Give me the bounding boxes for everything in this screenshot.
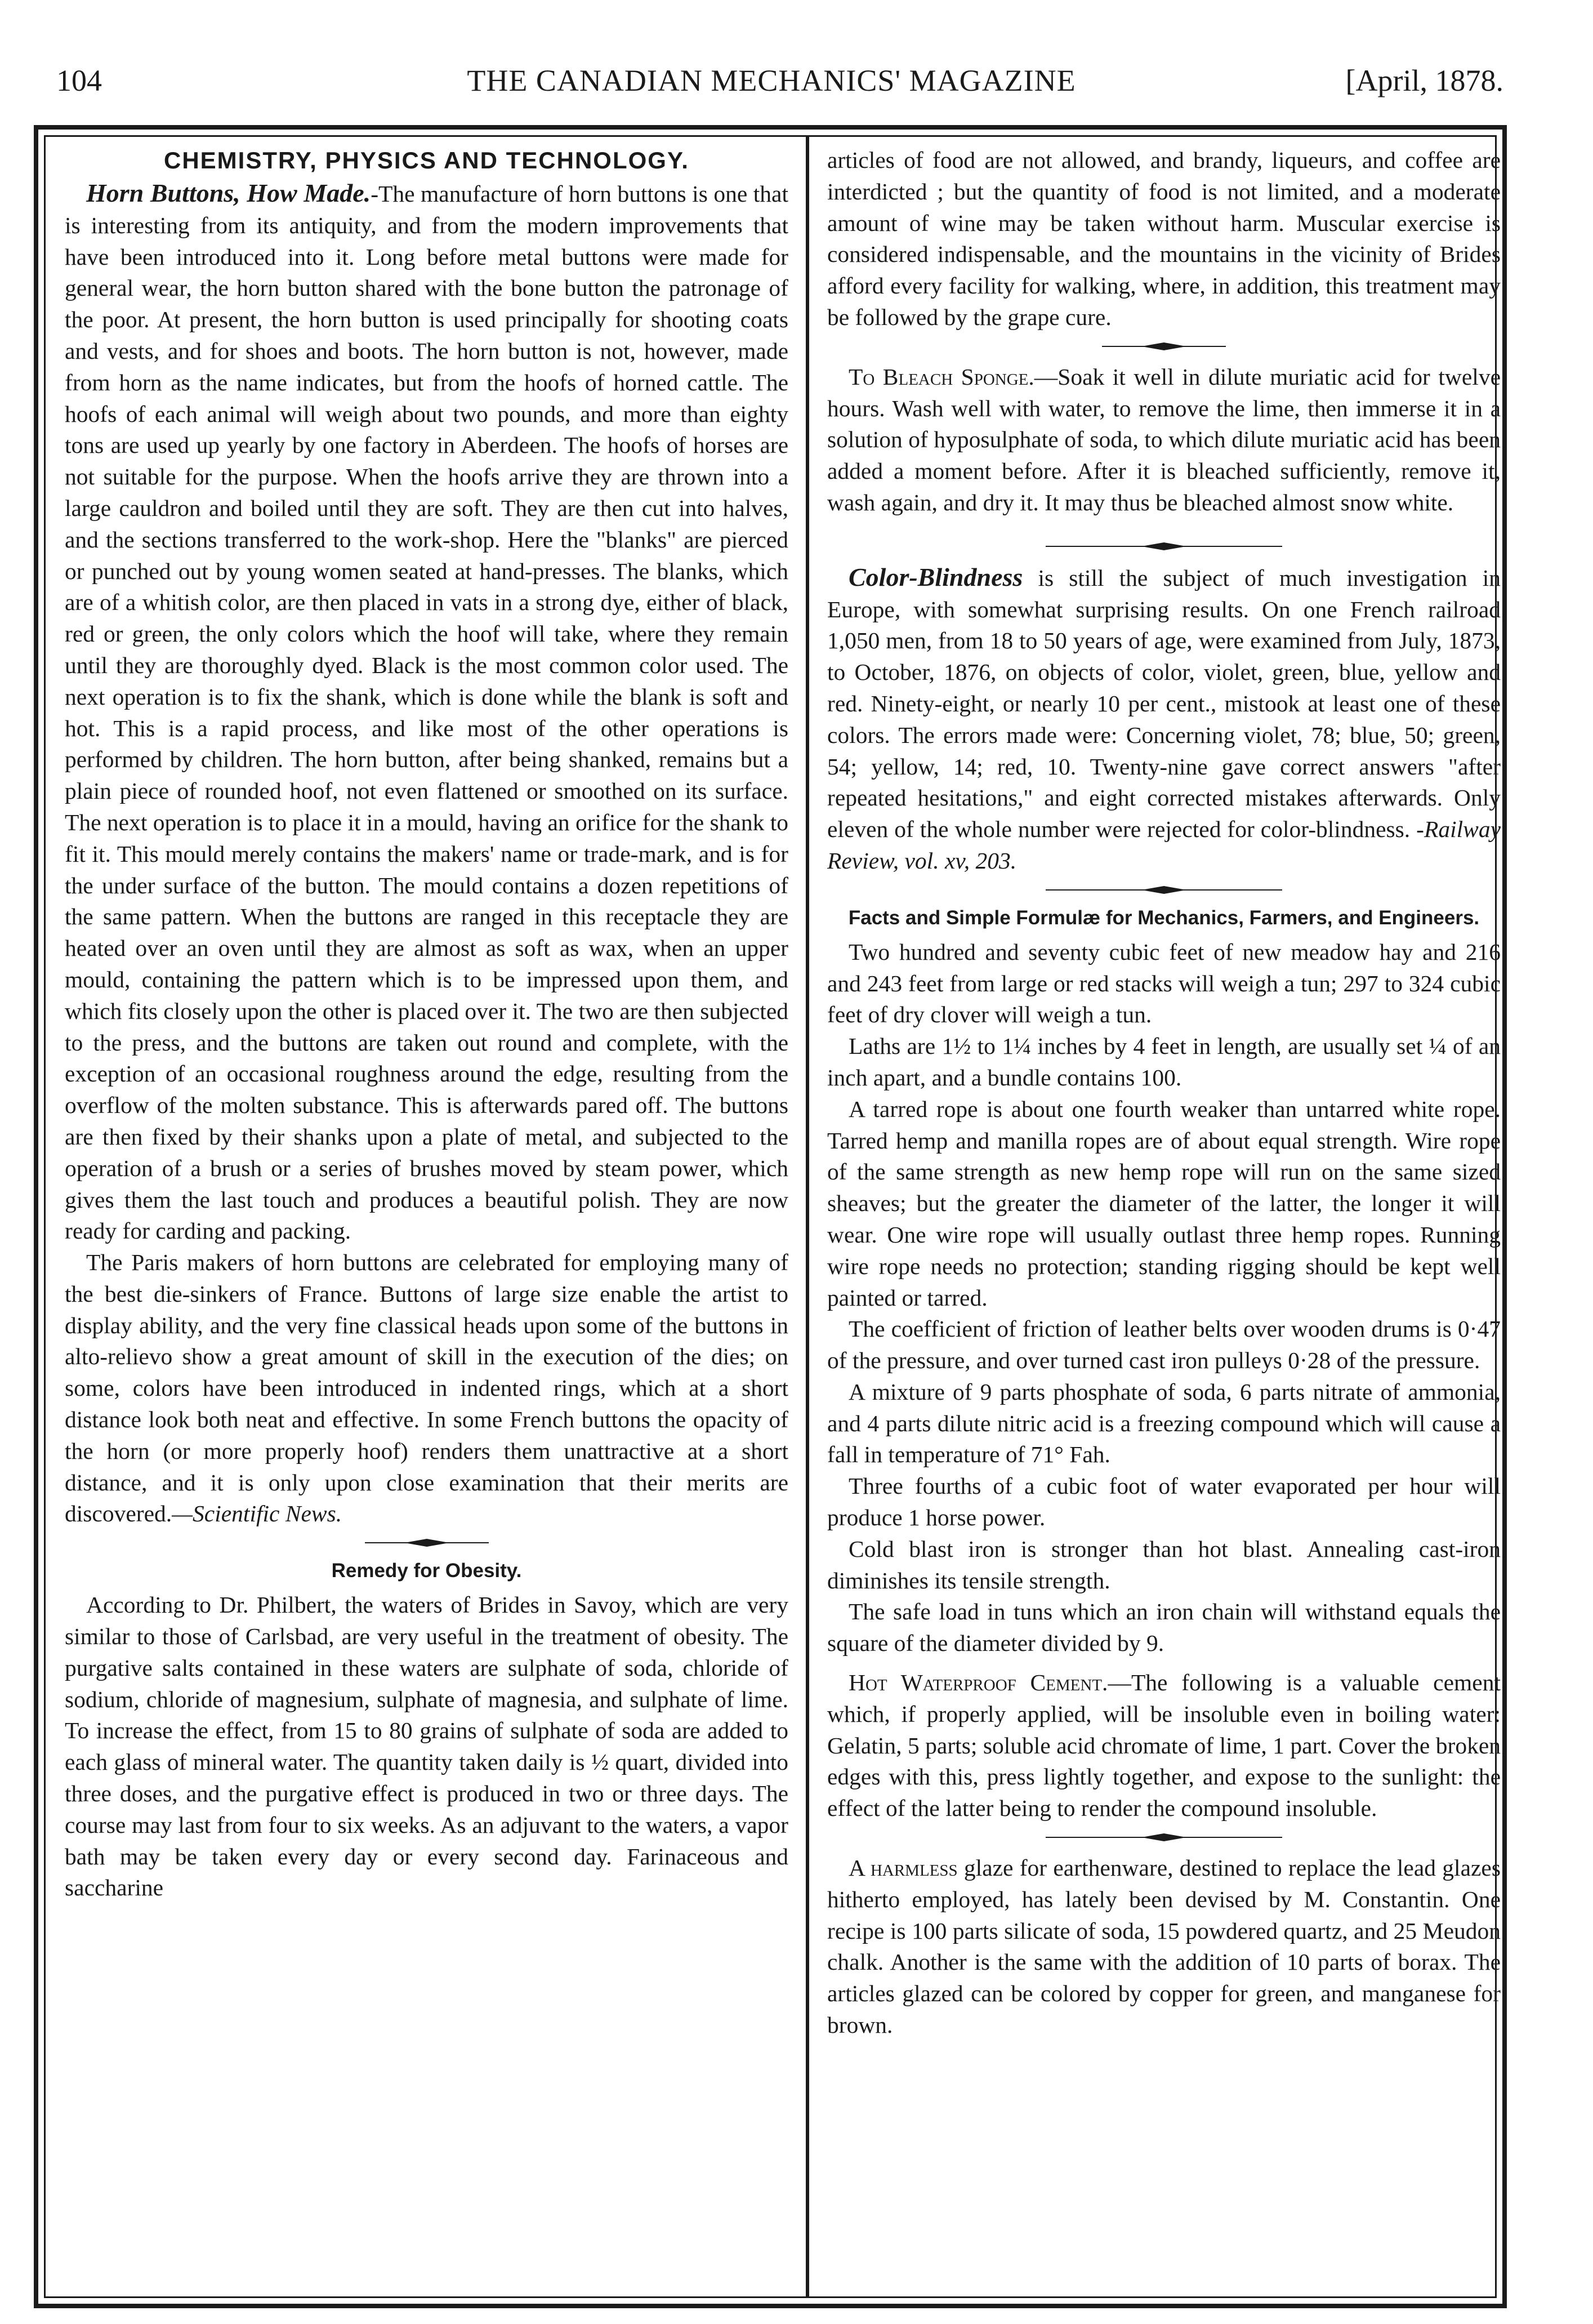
page-frame	[34, 125, 1507, 2308]
running-head	[39, 55, 1503, 106]
left-column	[65, 145, 788, 2289]
sponge-title: To Bleach Sponge.	[849, 363, 1034, 390]
ornamental-divider	[827, 338, 1501, 357]
sponge-article	[827, 362, 1501, 519]
fact-item: A tarred rope is about one fourth weaker than untarred white rope. Tarred hemp and manilla ropes are of about equal strength. Wire rope of the same strength as new hemp rope will run on the same sized sheaves; but the greater the diameter of the latter, the longer it will wear. One wire rope will usually outlast three hemp ropes. Running wire rope needs no protection; standing rigging should be kept well painted or tarred.	[827, 1096, 1501, 1311]
color-blindness-text: is still the subject of much investigation in Europe, with somewhat surprising results. On one French railroad 1,050 men, from 18 to 50 years of age, were examined from July, 1873, to October, 1876, on objects of color, violet, green, blue, yellow and red. Ninety-eight, or nearly 10 per cent., mistook at least one of these colors. The errors made were: Concerning violet, 78; blue, 50; green, 54; yellow, 14; red, 10. Twenty-nine gave correct answers "after repeated hesitations," and eight corrected mistakes afterwards. Only eleven of the whole number were rejected for color-blindness.	[827, 564, 1501, 843]
ornamental-divider	[65, 1534, 788, 1553]
glaze-text: glaze for earthenware, destined to replace the lead glazes hitherto employed, has lately been devised by M. Constantin. One recipe is 100 parts silicate of soda, 15 powdered quartz, and 25 Meudon chalk. Another is the same with the addition of 10 parts of borax. The articles glazed can be colored by copper for green, and manganese for brown.	[827, 1855, 1501, 2038]
color-blindness-source: -Railway Review, vol. xv, 203.	[827, 816, 1501, 874]
fact-item: A mixture of 9 parts phosphate of soda, 6 parts nitrate of ammonia, and 4 parts dilute nitric acid is a freezing compound which will cause a fall in temperature of 71° Fah.	[827, 1378, 1501, 1468]
fact-item: Cold blast iron is stronger than hot blast. Annealing cast-iron diminishes its tensile strength.	[827, 1535, 1501, 1593]
horn-buttons-title: Horn Buttons, How Made.	[86, 179, 371, 207]
magazine-title: THE CANADIAN MECHANICS' MAGAZINE	[467, 64, 1076, 97]
horn-buttons-paragraph-2: The Paris makers of horn buttons are celebrated for employing many of the best die-sinkers of France. Buttons of large size enable the artist to display ability, and the very fine classical heads upon some of the buttons in alto-relievo show a great amount of skill in the execution of the dies; on some, colors have been introduced in indented rings, which at a short distance look both neat and effective. In some French buttons the opacity of the horn (or more properly hoof) renders them unattractive at a short distance, and it is only upon close examination that their merits are discovered.	[65, 1249, 788, 1527]
horn-buttons-article	[65, 177, 788, 1247]
cement-text: —The following is a valuable cement which, if properly applied, will be insoluble even in boiling water: Gelatin, 5 parts; soluble acid chromate of lime, 1 part. Cover the broken edges with this, press lightly together, and expose to the sunlight: the effect of the latter being to render the compound insoluble.	[827, 1669, 1501, 1822]
obesity-continued: articles of food are not allowed, and brandy, liqueurs, and coffee are interdicted ; but the quantity of food is not limited, and a moderate amount of wine may be taken without harm. Muscular exercise is considered indispensable, and the mountains in the vicinity of Brides afford every facility for walking, where, in addition, this treatment may be followed by the grape cure.	[827, 147, 1501, 330]
inner-frame	[44, 135, 1501, 2298]
facts-title: Facts and Simple Formulæ for Mechanics, Farmers, and Engineers.	[848, 906, 1480, 929]
fact-item: Laths are 1½ to 1¼ inches by 4 feet in length, are usually set ¼ of an inch apart, and a bundle contains 100.	[827, 1033, 1501, 1090]
fact-item: The safe load in tuns which an iron chain will withstand equals the square of the diameter divided by 9.	[827, 1599, 1501, 1657]
sponge-text: —Soak it well in dilute muriatic acid for twelve hours. Wash well with water, to remove the lime, then immerse it in a solution of hyposulphate of soda, to which dilute muriatic acid has been added a moment before. After it is bleached sufficiently, remove it, wash again, and dry it. It may thus be bleached almost snow white.	[827, 363, 1501, 515]
cement-article	[827, 1667, 1501, 1824]
glaze-lead: A harmless	[849, 1855, 958, 1881]
horn-buttons-source: —Scientific News.	[172, 1501, 342, 1527]
issue-date: [April, 1878.	[1345, 64, 1503, 97]
column-rule	[806, 137, 809, 2296]
fact-item: The coefficient of friction of leather belts over wooden drums is 0·47 of the pressure, and over turned cast iron pulleys 0·28 of the pressure.	[827, 1316, 1501, 1374]
ornamental-divider	[827, 881, 1501, 901]
glaze-article	[827, 1853, 1501, 2041]
page-number: 104	[56, 64, 102, 97]
obesity-title: Remedy for Obesity.	[331, 1560, 522, 1582]
fact-item: Two hundred and seventy cubic feet of new meadow hay and 216 and 243 feet from large or red stacks will weigh a tun; 297 to 324 cubic feet of dry clover will weigh a tun.	[827, 938, 1501, 1028]
color-blindness-title: Color-Blindness	[849, 562, 1023, 591]
ornamental-divider	[827, 1829, 1501, 1848]
horn-buttons-paragraph-1: -The manufacture of horn buttons is one that is interesting from its antiquity, and from the modern improvements that have been introduced into it. Long before metal buttons were made for general wear, the horn button shared with the bone button the patronage of the poor. At present, the horn button is used principally for shooting coats and vests, and for shoes and boots. The horn button is not, however, made from horn as the name indicates, but from the hoofs of horned cattle. The hoofs of each animal will weigh about two pounds, and more than eighty tons are used up yearly by one factory in Aberdeen. The hoofs of horses are not suitable for the purpose. When the hoofs arrive they are thrown into a large cauldron and boiled until they are soft. They are then cut into halves, and the sections transferred to the work-shop. Here the "blanks" are pierced or punched out by young women seated at hand-presses. The blanks, which are of a whitish color, are then placed in vats in a strong dye, either of black, red or green, the only colors which the hoof will take, where they remain until they are thoroughly dyed. Black is the most common color used. The next operation is to fix the shank, which is done while the blank is soft and hot. This is a rapid process, and like most of the other operations is performed by children. The horn button, after being shanked, remains but a plain piece of rounded hoof, not even flattened or smoothed on its surface. The next operation is to place it in a mould, having an orifice for the shank to fit it. This mould merely contains the makers' name or trade-mark, and is for the under surface of the button. The mould contains a dozen repetitions of the same pattern. When the buttons are ranged in this receptacle they are heated over an oven until they are almost as soft as wax, when an upper mould, containing the pattern which is to be impressed upon them, and which fits closely upon the other is placed over it. The two are then subjected to the press, and the buttons are taken out round and complete, with the exception of an occasional roughness around the edge, resulting from the overflow of the molten substance. This is afterwards pared off. The buttons are then fixed by their shanks upon a plate of metal, and subjected to the operation of a brush or a series of brushes moved by steam power, which gives them the last touch and produces a beautiful polish. They are now ready for carding and packing.	[65, 181, 788, 1244]
cement-title: Hot Waterproof Cement.	[849, 1669, 1108, 1696]
right-column	[827, 145, 1501, 2289]
obesity-paragraph: According to Dr. Philbert, the waters of Brides in Savoy, which are very similar to those of Carlsbad, are very useful in the treatment of obesity. The purgative salts contained in these waters are sulphate of soda, chloride of sodium, chloride of magnesium, sulphate of magnesia, and sulphate of lime. To increase the effect, from 15 to 80 grains of sulphate of soda are added to each glass of mineral water. The quantity taken daily is ½ quart, divided into three doses, and the purgative effect is produced in two or three days. The course may last from four to six weeks. As an adjuvant to the waters, a vapor bath may be taken every day or every second day. Farinaceous and saccharine	[65, 1592, 788, 1901]
fact-item: Three fourths of a cubic foot of water evaporated per hour will produce 1 horse power.	[827, 1473, 1501, 1531]
section-title: CHEMISTRY, PHYSICS AND TECHNOLOGY.	[164, 147, 689, 173]
horn-buttons-paragraph-2-block	[65, 1247, 788, 1530]
ornamental-divider	[827, 538, 1501, 557]
color-blindness-article	[827, 562, 1501, 877]
